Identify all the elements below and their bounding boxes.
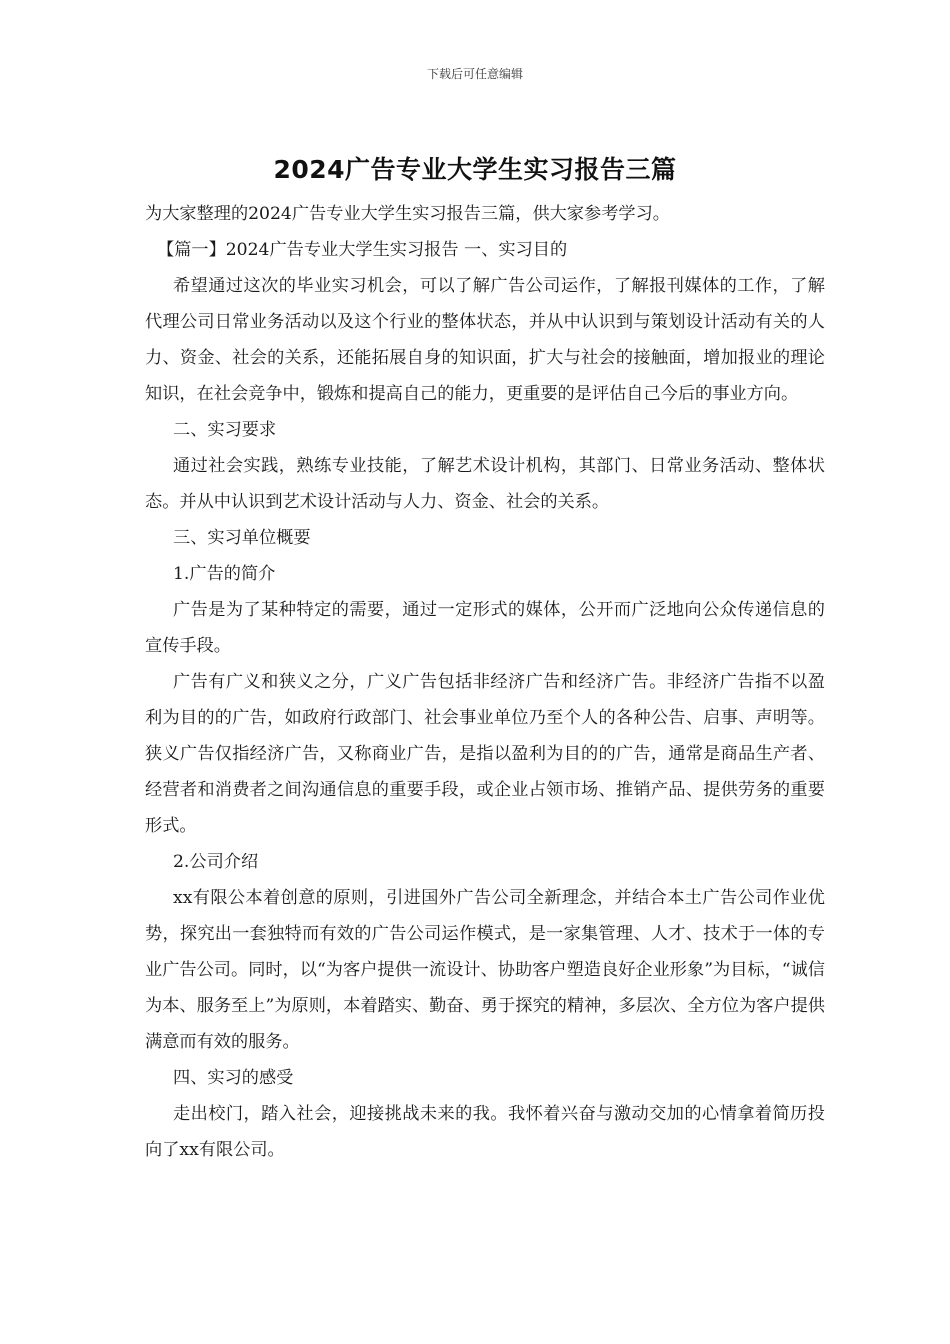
intro-paragraph: 为大家整理的2024广告专业大学生实习报告三篇，供大家参考学习。 xyxy=(145,204,670,224)
section-heading-requirements: 二、实习要求 xyxy=(173,420,277,440)
paragraph-feelings: 走出校门，踏入社会，迎接挑战未来的我。我怀着兴奋与激动交加的心情拿着简历投向了xx有限公司。 xyxy=(145,1104,825,1160)
paragraph-requirements: 通过社会实践，熟练专业技能，了解艺术设计机构，其部门、日常业务活动、整体状态。并从中认识到艺术设计活动与人力、资金、社会的关系。 xyxy=(145,456,825,512)
paragraph-company-intro: xx有限公本着创意的原则，引进国外广告公司全新理念，并结合本土广告公司作业优势，探究出一套独特而有效的广告公司运作模式，是一家集管理、人才、技术于一体的专业广告公司。同时，以“为客户提供一流设计、协助客户塑造良好企业形象”为目标，“诚信为本、服务至上”为原则，本着踏实、勤奋、勇于探究的精神，多层次、全方位为客户提供满意而有效的服务。 xyxy=(145,888,825,1052)
subheading-company-intro: 2.公司介绍 xyxy=(173,852,259,872)
paragraph-advertising-definition: 广告是为了某种特定的需要，通过一定形式的媒体，公开而广泛地向公众传递信息的宣传手段。 xyxy=(145,600,825,656)
header-note: 下载后可任意编辑 xyxy=(426,67,523,81)
document-body xyxy=(145,196,825,1168)
subheading-advertising-intro: 1.广告的简介 xyxy=(173,564,276,584)
paragraph-advertising-types: 广告有广义和狭义之分，广义广告包括非经济广告和经济广告。非经济广告指不以盈利为目的的广告，如政府行政部门、社会事业单位乃至个人的各种公告、启事、声明等。狭义广告仅指经济广告，又称商业广告，是指以盈利为目的的广告，通常是商品生产者、经营者和消费者之间沟通信息的重要手段，或企业占领市场、推销产品、提供劳务的重要形式。 xyxy=(145,672,825,836)
paragraph-internship-purpose: 希望通过这次的毕业实习机会，可以了解广告公司运作，了解报刊媒体的工作，了解代理公司日常业务活动以及这个行业的整体状态，并从中认识到与策划设计活动有关的人力、资金、社会的关系，还能拓展自身的知识面，扩大与社会的接触面，增加报业的理论知识，在社会竞争中，锻炼和提高自己的能力，更重要的是评估自己今后的事业方向。 xyxy=(145,276,825,404)
document-title: 2024广告专业大学生实习报告三篇 xyxy=(273,155,677,184)
section-heading-company-overview: 三、实习单位概要 xyxy=(173,528,311,548)
section-heading-feelings: 四、实习的感受 xyxy=(173,1068,294,1088)
section-heading-part-one: 【篇一】2024广告专业大学生实习报告 一、实习目的 xyxy=(157,240,568,260)
